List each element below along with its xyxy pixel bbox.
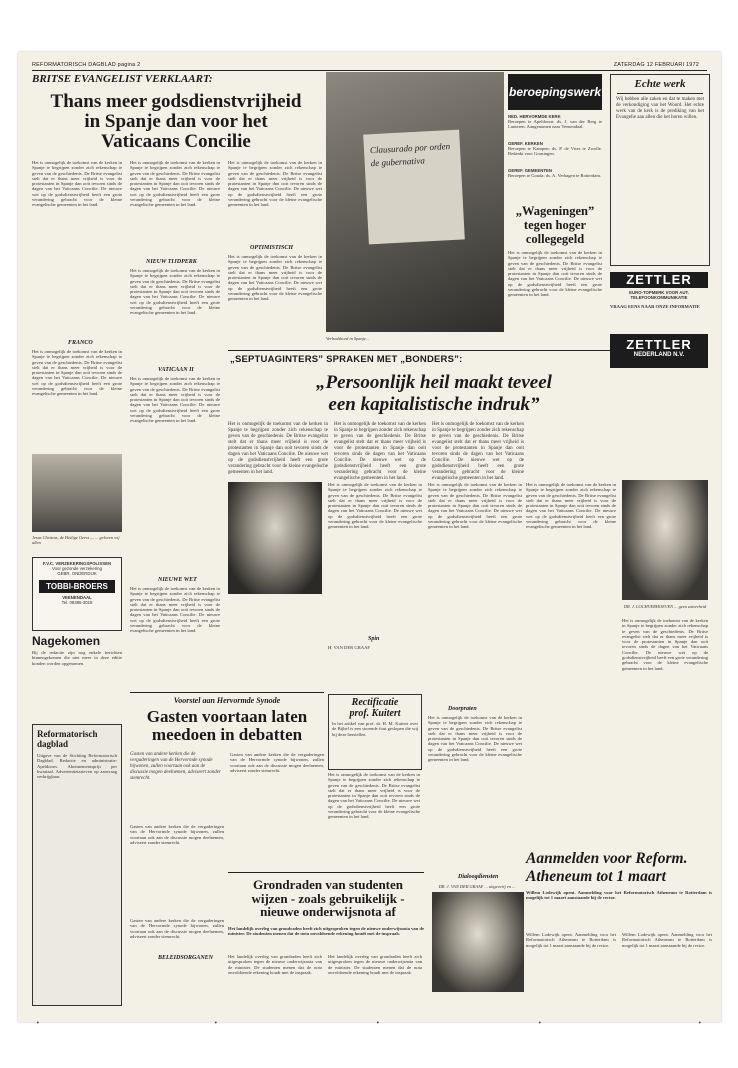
sept-headline-line: „Persoonlijk heil maakt teveel	[316, 372, 552, 393]
beroep-text: Beroepen te Apeldoorn: ds. J. van der Berg te Lunteren. Aangenomen naar Veenendaal.	[508, 119, 602, 130]
echte-werk-text: Wij hebben alle zaken en dat te maken met de verkondiging van het Woord. Het echte werk van de kerk is de prediking van het Evangelie aan allen die het horen willen.	[616, 97, 704, 120]
dialoog-title: Dialoogdiensten	[458, 874, 499, 880]
graaf-portrait	[432, 892, 524, 992]
graaf-caption: DR. J. VAN DER GRAAF ... uitgeverij en ...	[438, 884, 516, 889]
rectificatie-title: Rectificatie	[351, 697, 399, 708]
wageningen-line: tegen hoger	[523, 218, 587, 232]
atheneum-col2: Willem Lodewijk opent. Aanmelding voor het Reformatorisch Atheneum te Rotterdam is mogelijk tot 1 maart aanstaande bij de rector.	[622, 932, 712, 948]
portrait-photo	[228, 482, 322, 594]
masthead-text: Uitgave van de Stichting Reformatorisch Dagblad. Redactie en administratie: Apeldoorn. Abonnementsprijs per kwartaal. Advertentietarieven op aanvraag verkrijgbaar.	[37, 753, 117, 780]
synode-headline-line: Gasten voortaan laten	[146, 707, 308, 726]
main-body-col2: Het is onmogelijk de toekomst van de kerken in Spanje te begrijpen zonder zich rekenschap te geven van de geschiedenis. De Britse evangelist stelt dat er thans meer vrijheid is voor de protestanten in Spanje dan ooit tevoren sinds de dagen van het Vaticaans Concilie. De nieuwe wet op de godsdienstvrijheid heeft een grote verandering gebracht voor de kleine evangelische gemeenten in het land.	[130, 160, 220, 208]
atheneum-line: Aanmelden voor Reform.	[526, 850, 688, 867]
zettler-tagline: EURO-TOPMERK VOOR AUT. TELEFOONKOMMUNIKATIE	[629, 290, 689, 300]
atheneum-headline	[526, 850, 712, 886]
sept-col2b: Het is onmogelijk de toekomst van de kerken in Spanje te begrijpen zonder zich rekenschap te geven van de geschiedenis. De Britse evangelist stelt dat er thans meer vrijheid is voor de protestanten in Spanje dan ooit tevoren sinds de dagen van het Vaticaans Concilie. De nieuwe wet op de godsdienstvrijheid heeft een grote verandering gebracht voor de kleine evangelische gemeenten in het land.	[428, 715, 522, 763]
wageningen-text: Het is onmogelijk de toekomst van de kerken in Spanje te begrijpen zonder zich rekenschap te geven van de geschiedenis. De Britse evangelist stelt dat er thans meer vrijheid is voor de protestanten in Spanje dan ooit tevoren sinds de dagen van het Vaticaans Concilie. De nieuwe wet op de godsdienstvrijheid heeft een grote verandering gebracht voor de kleine evangelische gemeenten in het land.	[508, 250, 602, 298]
synode-lead: Gasten van andere kerken die de vergaderingen van de Hervormde synode bijwonen, zullen voortaan ook aan de discussie mogen deelnemen, adviseert zonder stemrecht.	[130, 752, 221, 781]
synode-headline	[130, 708, 324, 744]
rectificatie-box	[328, 694, 422, 770]
closed-church-photo	[326, 72, 504, 332]
handwritten-sign: Clausurado por orden de gubernativa	[363, 130, 465, 245]
beroep-text: Beroepen te Gouda: ds. A. Verhagen te Rotterdam.	[508, 173, 602, 178]
wageningen-line: collegegeld	[525, 232, 585, 246]
rectificatie-name: prof. Kuitert	[349, 708, 401, 719]
zettler-sub2: NEDERLAND N.V.	[633, 352, 685, 358]
grond-headline-line: nieuwe onderwijsnota af	[260, 904, 396, 920]
beleid-subhead: BELEIDSORGANEN	[158, 955, 214, 961]
sept-lead2: Het is onmogelijk de toekomst van de kerken in Spanje te begrijpen zonder zich rekenschap te geven van de geschiedenis. De Britse evangelist stelt dat er thans meer vrijheid is voor de protestanten in Spanje dan ooit tevoren sinds de dagen van het Vaticaans Concilie. De nieuwe wet op de godsdienstvrijheid heeft een grote verandering gebracht voor de kleine evangelische gemeenten in het land.	[334, 422, 426, 481]
right-portrait-caption: DR. J. LOCHVERHOEVEN ... geen zuiverheid	[623, 604, 707, 609]
fold-mark: •	[214, 1020, 218, 1027]
main-kicker: BRITSE EVANGELIST VERKLAART:	[32, 73, 213, 85]
grond-headline-line: Grondraden van studenten	[252, 877, 403, 892]
masthead-title: Reformatorisch dagblad	[37, 729, 98, 749]
right-col-text: Het is onmogelijk de toekomst van de kerken in Spanje te begrijpen zonder zich rekenschap te geven van de geschiedenis. De Britse evangelist stelt dat er thans meer vrijheid is voor de protestanten in Spanje dan ooit tevoren sinds de dagen van het Vaticaans Concilie. De nieuwe wet op de godsdienstvrijheid heeft een grote verandering gebracht voor de kleine evangelische gemeenten in het land.	[622, 618, 708, 671]
subhead-nieuwe-wet: NIEUWE WET	[158, 577, 197, 583]
grond-headline	[228, 878, 428, 919]
echte-werk-box	[610, 74, 710, 266]
ad-tobbi-broers	[32, 557, 122, 631]
echte-werk-rule	[617, 93, 703, 94]
zettler-text: VRAAG EENS NAAR ONZE INFORMATIE	[610, 304, 700, 309]
beroep-head: GEREF. KERKEN	[508, 141, 543, 146]
beroep-text: Beroepen te Kampen: ds. P. de Vries te Zwolle. Bedankt voor Groningen.	[508, 146, 602, 157]
wageningen-headline	[508, 204, 602, 246]
sept-lead1: Het is onmogelijk de toekomst van de kerken in Spanje te begrijpen zonder zich rekenschap te geven van de geschiedenis. De Britse evangelist stelt dat er thans meer vrijheid is voor de protestanten in Spanje dan ooit tevoren sinds de dagen van het Vaticaans Concilie. De nieuwe wet op de godsdienstvrijheid heeft een grote verandering gebracht voor de kleine evangelische gemeenten in het land.	[228, 422, 328, 475]
grond-col1: Het landelijk overleg van grondraden heeft zich uitgesproken tegen de nieuwe onderwijsnota van de minister. De studenten menen dat de nota onvoldoende rekening houdt met de inspraak.	[228, 954, 322, 975]
main-body-col3: Het is onmogelijk de toekomst van de kerken in Spanje te begrijpen zonder zich rekenschap te geven van de geschiedenis. De Britse evangelist stelt dat er thans meer vrijheid is voor de protestanten in Spanje dan ooit tevoren sinds de dagen van het Vaticaans Concilie. De nieuwe wet op de godsdienstvrijheid heeft een grote verandering gebracht voor de kleine evangelische gemeenten in het land.	[228, 160, 322, 208]
main-body-col1: Het is onmogelijk de toekomst van de kerken in Spanje te begrijpen zonder zich rekenschap te geven van de geschiedenis. De Britse evangelist stelt dat er thans meer vrijheid is voor de protestanten in Spanje dan ooit tevoren sinds de dagen van het Vaticaans Concilie. De nieuwe wet op de godsdienstvrijheid heeft een grote verandering gebracht voor de kleine evangelische gemeenten in het land.	[32, 160, 122, 208]
doorpraten-title: Doorpraten	[448, 706, 477, 712]
rectificatie-text: In het artikel van prof. dr. H. M. Kuitert over de Bijbel is een storende fout geslopen die wij bij deze herstellen.	[332, 721, 418, 737]
zettler-ad-bottom	[610, 334, 708, 368]
main-headline-line: in Spanje dan voor het	[84, 110, 268, 132]
main-headline	[30, 92, 322, 152]
main-body-col2c: Het is onmogelijk de toekomst van de kerken in Spanje te begrijpen zonder zich rekenschap te geven van de geschiedenis. De Britse evangelist stelt dat er thans meer vrijheid is voor de protestanten in Spanje dan ooit tevoren sinds de dagen van het Vaticaans Concilie. De nieuwe wet op de godsdienstvrijheid heeft een grote verandering gebracht voor de kleine evangelische gemeenten in het land.	[130, 376, 220, 424]
grond-lead: Het landelijk overleg van grondraden heeft zich uitgesproken tegen de nieuwe onderwijsnota van de minister. De studenten menen dat de nota onvoldoende rekening houdt met de inspraak.	[228, 926, 424, 937]
atheneum-line: Atheneum tot 1 maart	[526, 868, 666, 885]
subhead-optimistisch: OPTIMISTISCH	[250, 245, 294, 251]
main-headline-line: Thans meer godsdienstvrijheid	[50, 91, 302, 112]
sept-col1b: H. VAN DER GRAAF	[328, 645, 370, 650]
subhead-nieuw-tijdperk: NIEUW TIJDPERK	[146, 259, 197, 265]
beroep-head: NED. HERVORMDE KERK	[508, 114, 561, 119]
beroep-head: GEREF. GEMEENTEN	[508, 168, 552, 173]
ad-city: VEENENDAAL	[62, 595, 92, 600]
fold-mark: •	[376, 1020, 380, 1027]
ad-line3: GEBR. ONDERDIJK	[57, 571, 97, 576]
sept-col1c: Het is onmogelijk de toekomst van de kerken in Spanje te begrijpen zonder zich rekenschap te geven van de geschiedenis. De Britse evangelist stelt dat er thans meer vrijheid is voor de protestanten in Spanje dan ooit tevoren sinds de dagen van het Vaticaans Concilie. De nieuwe wet op de godsdienstvrijheid heeft een grote verandering gebracht voor de kleine evangelische gemeenten in het land.	[328, 772, 420, 820]
sept-col1: Het is onmogelijk de toekomst van de kerken in Spanje te begrijpen zonder zich rekenschap te geven van de geschiedenis. De Britse evangelist stelt dat er thans meer vrijheid is voor de protestanten in Spanje dan ooit tevoren sinds de dagen van het Vaticaans Concilie. De nieuwe wet op de godsdienstvrijheid heeft een grote verandering gebracht voor de kleine evangelische gemeenten in het land.	[328, 482, 422, 530]
ad-line1: F.V.C. VERZEKERINGSPOLISSEN	[42, 561, 112, 566]
lochverhoeven-portrait	[622, 480, 708, 600]
ad-brand: TOBBI-BROERS	[39, 580, 115, 593]
sept-kicker: „SEPTUAGINTERS” SPRAKEN MET „BONDERS”:	[230, 354, 463, 365]
ad-phone: Tel. 08385-3019	[61, 600, 93, 605]
fold-mark: •	[538, 1020, 542, 1027]
newspaper-page	[18, 52, 721, 1027]
grond-rule	[228, 872, 424, 873]
beroepingswerk-banner: beroepingswerk	[508, 74, 602, 110]
zettler-brand2: ZETTLER	[626, 337, 692, 352]
header-left: REFORMATORISCH DAGBLAD pagina 2	[32, 62, 141, 68]
synode-col2: Gasten van andere kerken die de vergaderingen van de Hervormde synode bijwonen, zullen voortaan ook aan de discussie mogen deelnemen, adviseert zonder stemrecht.	[230, 752, 324, 773]
grond-col2: Het landelijk overleg van grondraden heeft zich uitgesproken tegen de nieuwe onderwijsnota van de minister. De studenten menen dat de nota onvoldoende rekening houdt met de inspraak.	[328, 954, 422, 975]
subhead-franco: FRANCO	[68, 340, 93, 346]
atheneum-col1: Willem Lodewijk opent. Aanmelding voor het Reformatorisch Atheneum te Rotterdam is mogelijk tot 1 maart aanstaande bij de rector.	[526, 932, 616, 948]
subhead-vaticaan: VATICAAN II	[158, 367, 194, 373]
sept-col3: Het is onmogelijk de toekomst van de kerken in Spanje te begrijpen zonder zich rekenschap te geven van de geschiedenis. De Britse evangelist stelt dat er thans meer vrijheid is voor de protestanten in Spanje dan ooit tevoren sinds de dagen van het Vaticaans Concilie. De nieuwe wet op de godsdienstvrijheid heeft een grote verandering gebracht voor de kleine evangelische gemeenten in het land.	[526, 482, 616, 530]
atheneum-lead: Willem Lodewijk opent. Aanmelding voor het Reformatorisch Atheneum te Rotterdam is mogelijk tot 1 maart aanstaande bij de rector.	[526, 890, 712, 901]
header-rule	[32, 70, 707, 71]
church-interior-photo	[32, 454, 122, 532]
left-photo-caption: Jesus Christus, de Heilige Geest — ... geloven wij allen	[32, 535, 120, 545]
sept-col2: Het is onmogelijk de toekomst van de kerken in Spanje te begrijpen zonder zich rekenschap te geven van de geschiedenis. De Britse evangelist stelt dat er thans meer vrijheid is voor de protestanten in Spanje dan ooit tevoren sinds de dagen van het Vaticaans Concilie. De nieuwe wet op de godsdienstvrijheid heeft een grote verandering gebracht voor de kleine evangelische gemeenten in het land.	[428, 482, 522, 530]
spin-title: Spin	[368, 636, 380, 642]
sept-rule	[228, 350, 618, 351]
nagekomen-title: Nagekomen	[32, 634, 101, 648]
fold-mark: •	[36, 1020, 40, 1027]
ad-line2: Voor gezonde verzekering	[52, 566, 102, 571]
beroepingswerk-list	[508, 114, 602, 189]
header-right: ZATERDAG 12 FEBRUARI 1972	[613, 62, 699, 68]
synode-headline-line: meedoen in debatten	[151, 724, 303, 744]
sign-photo-caption: Verbodsbord in Spanje...	[326, 336, 370, 341]
sept-lead3: Het is onmogelijk de toekomst van de kerken in Spanje te begrijpen zonder zich rekenschap te geven van de geschiedenis. De Britse evangelist stelt dat er thans meer vrijheid is voor de protestanten in Spanje dan ooit tevoren sinds de dagen van het Vaticaans Concilie. De nieuwe wet op de godsdienstvrijheid heeft een grote verandering gebracht voor de kleine evangelische gemeenten in het land.	[432, 422, 524, 481]
sept-headline-line: een kapitalistische indruk”	[328, 394, 540, 415]
main-body-col2d: Het is onmogelijk de toekomst van de kerken in Spanje te begrijpen zonder zich rekenschap te geven van de geschiedenis. De Britse evangelist stelt dat er thans meer vrijheid is voor de protestanten in Spanje dan ooit tevoren sinds de dagen van het Vaticaans Concilie. De nieuwe wet op de godsdienstvrijheid heeft een grote verandering gebracht voor de kleine evangelische gemeenten in het land.	[130, 586, 220, 634]
fold-mark: •	[698, 1020, 702, 1027]
grond-headline-line: wijzen - zoals gebruikelijk -	[251, 890, 405, 906]
sept-headline	[254, 372, 614, 416]
synode-rule	[130, 692, 324, 693]
wageningen-line: „Wageningen”	[515, 204, 595, 218]
synode-col1c: Gasten van andere kerken die de vergaderingen van de Hervormde synode bijwonen, zullen voortaan ook aan de discussie mogen deelnemen, adviseert zonder stemrecht.	[130, 918, 224, 939]
nagekomen-text: Bij de redactie zijn nog enkele berichten binnengekomen die niet meer in deze editie konden worden opgenomen.	[32, 650, 122, 666]
main-body-col2b: Het is onmogelijk de toekomst van de kerken in Spanje te begrijpen zonder zich rekenschap te geven van de geschiedenis. De Britse evangelist stelt dat er thans meer vrijheid is voor de protestanten in Spanje dan ooit tevoren sinds de dagen van het Vaticaans Concilie. De nieuwe wet op de godsdienstvrijheid heeft een grote verandering gebracht voor de kleine evangelische gemeenten in het land.	[130, 268, 220, 316]
main-body-col1b: Het is onmogelijk de toekomst van de kerken in Spanje te begrijpen zonder zich rekenschap te geven van de geschiedenis. De Britse evangelist stelt dat er thans meer vrijheid is voor de protestanten in Spanje dan ooit tevoren sinds de dagen van het Vaticaans Concilie. De nieuwe wet op de godsdienstvrijheid heeft een grote verandering gebracht voor de kleine evangelische gemeenten in het land.	[32, 349, 122, 397]
synode-col1b: Gasten van andere kerken die de vergaderingen van de Hervormde synode bijwonen, zullen voortaan ook aan de discussie mogen deelnemen, adviseert zonder stemrecht.	[130, 824, 224, 845]
echte-werk-title: Echte werk	[634, 78, 686, 90]
main-body-col3b: Het is onmogelijk de toekomst van de kerken in Spanje te begrijpen zonder zich rekenschap te geven van de geschiedenis. De Britse evangelist stelt dat er thans meer vrijheid is voor de protestanten in Spanje dan ooit tevoren sinds de dagen van het Vaticaans Concilie. De nieuwe wet op de godsdienstvrijheid heeft een grote verandering gebracht voor de kleine evangelische gemeenten in het land.	[228, 254, 322, 302]
masthead-box	[32, 724, 122, 1006]
zettler-ad-top: ZETTLER	[610, 272, 708, 288]
main-headline-line: Vaticaans Concilie	[101, 130, 251, 152]
synode-kicker: Voorstel aan Hervormde Synode	[173, 696, 281, 705]
